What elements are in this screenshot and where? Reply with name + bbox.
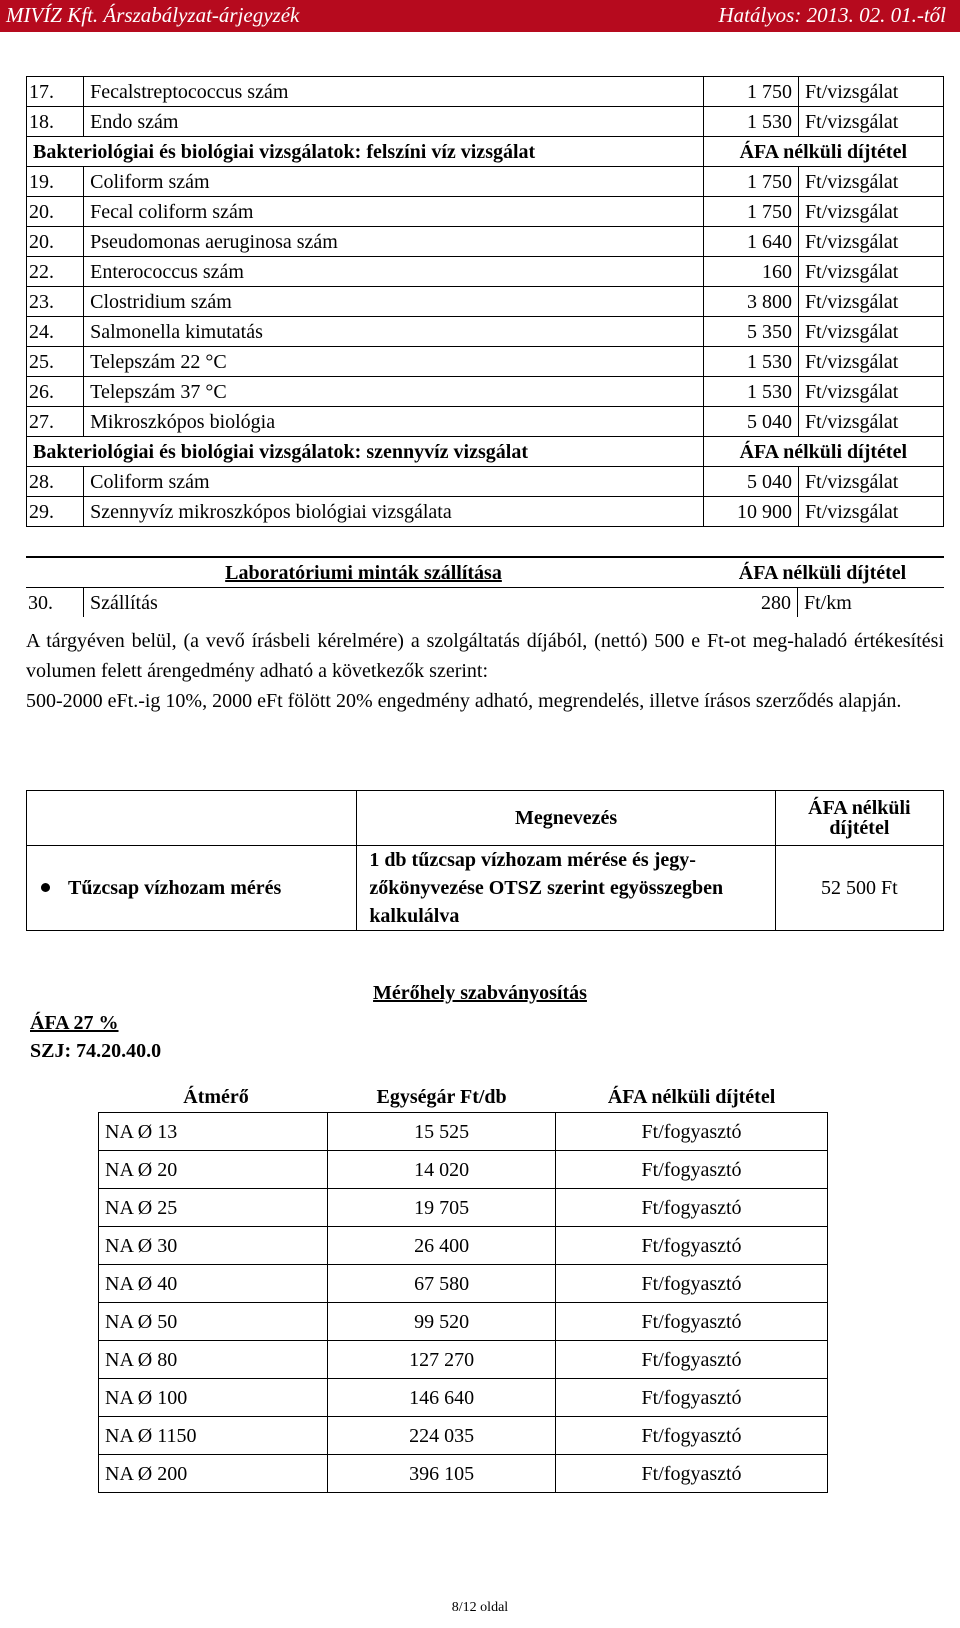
row-number: 19. (27, 167, 84, 197)
row-name: Fecal coliform szám (84, 197, 703, 227)
row-price: 3 800 (703, 287, 798, 317)
row-price: 10 900 (703, 497, 798, 527)
unit-price-cell: 19 705 (328, 1189, 556, 1227)
page-number: 8/12 oldal (451, 1600, 509, 1615)
col-header-fee: ÁFA nélküli díjtétel (607, 1086, 776, 1108)
table-row (27, 407, 944, 437)
meter-standardization-title: Mérőhely szabványosítás (373, 982, 587, 1004)
section-fee-header: ÁFA nélküli díjtétel (703, 437, 943, 467)
lab-tests-table (26, 76, 944, 527)
row-price: 280 (701, 588, 798, 618)
col-header-fee: ÁFA nélküli díjtétel (775, 791, 943, 846)
table-row (27, 167, 944, 197)
table-row (27, 107, 944, 137)
diameter-cell: NA Ø 13 (99, 1113, 328, 1151)
table-row (27, 77, 944, 107)
fee-unit-cell: Ft/fogyasztó (556, 1265, 828, 1303)
table-row (27, 467, 944, 497)
fee-unit-cell: Ft/fogyasztó (556, 1455, 828, 1493)
table-row (99, 1379, 828, 1417)
row-name: Clostridium szám (84, 287, 703, 317)
fee-unit-cell: Ft/fogyasztó (556, 1227, 828, 1265)
row-unit: Ft/vizsgálat (799, 467, 944, 497)
col-header-diameter: Átmérő (183, 1086, 249, 1108)
vat-rate: ÁFA 27 % (30, 1012, 119, 1034)
fee-unit-cell: Ft/fogyasztó (556, 1151, 828, 1189)
row-name: Mikroszkópos biológia (84, 407, 703, 437)
diameter-cell: NA Ø 100 (99, 1379, 328, 1417)
table-row (99, 1455, 828, 1493)
table-row (27, 497, 944, 527)
row-name: Coliform szám (84, 467, 703, 497)
row-number: 25. (27, 347, 84, 377)
unit-price-cell: 26 400 (328, 1227, 556, 1265)
row-price: 160 (703, 257, 798, 287)
row-number: 20. (27, 227, 84, 257)
discount-paragraph (26, 626, 944, 716)
unit-price-cell: 396 105 (328, 1455, 556, 1493)
row-number: 23. (27, 287, 84, 317)
header-effective-date: Hatályos: 2013. 02. 01.-től (718, 3, 946, 27)
unit-price-cell: 224 035 (328, 1417, 556, 1455)
row-unit: Ft/vizsgálat (799, 287, 944, 317)
hydrant-item (27, 846, 357, 931)
section-row (27, 137, 944, 167)
row-unit: Ft/vizsgálat (799, 377, 944, 407)
row-price: 1 750 (703, 77, 798, 107)
row-name: Enterococcus szám (84, 257, 703, 287)
row-unit: Ft/vizsgálat (799, 407, 944, 437)
fee-unit-cell: Ft/fogyasztó (556, 1303, 828, 1341)
row-unit: Ft/vizsgálat (799, 257, 944, 287)
table-row (27, 347, 944, 377)
section-title: Bakteriológiai és biológiai vizsgálatok: felszíni víz vizsgálat (27, 137, 704, 167)
row-price: 5 040 (703, 407, 798, 437)
section-title: Bakteriológiai és biológiai vizsgálatok: szennyvíz vizsgálat (27, 437, 704, 467)
row-price: 5 350 (703, 317, 798, 347)
table-row (99, 1151, 828, 1189)
table-row (27, 377, 944, 407)
table-row (27, 197, 944, 227)
row-unit: Ft/vizsgálat (799, 77, 944, 107)
fee-unit-cell: Ft/fogyasztó (556, 1341, 828, 1379)
row-number: 24. (27, 317, 84, 347)
diameter-cell: NA Ø 20 (99, 1151, 328, 1189)
section-row (27, 437, 944, 467)
table-row (99, 1227, 828, 1265)
row-number: 29. (27, 497, 84, 527)
row-unit: Ft/vizsgálat (799, 227, 944, 257)
discount-text-2: 500-2000 eFt.-ig 10%, 2000 eFt fölött 20% engedmény adható, megrendelés, illetve írásos szerződés alapján. (26, 690, 902, 712)
table-row (99, 1189, 828, 1227)
header-title: MIVÍZ Kft. Árszabályzat-árjegyzék (6, 3, 300, 27)
discount-text-1: A tárgyéven belül, (a vevő írásbeli kérelmére) a szolgáltatás díjából, (nettó) 500 e Ft-ot meg-haladó értékesítési volumen felett árengedmény adható a következők szerint: (26, 630, 944, 682)
unit-price-cell: 127 270 (328, 1341, 556, 1379)
fee-unit-cell: Ft/fogyasztó (556, 1189, 828, 1227)
row-price: 1 530 (703, 107, 798, 137)
row-number: 18. (27, 107, 84, 137)
table-row (99, 1303, 828, 1341)
diameter-cell: NA Ø 80 (99, 1341, 328, 1379)
meter-price-table (98, 1082, 828, 1493)
row-name: Fecalstreptococcus szám (84, 77, 703, 107)
row-unit: Ft/km (798, 588, 945, 618)
col-header-description: Megnevezés (357, 791, 775, 846)
table-row (99, 1113, 828, 1151)
diameter-cell: NA Ø 1150 (99, 1417, 328, 1455)
table-row (99, 1265, 828, 1303)
unit-price-cell: 15 525 (328, 1113, 556, 1151)
col-header-unit-price: Egységár Ft/db (376, 1086, 507, 1108)
diameter-cell: NA Ø 40 (99, 1265, 328, 1303)
diameter-cell: NA Ø 200 (99, 1455, 328, 1493)
row-number: 20. (27, 197, 84, 227)
unit-price-cell: 146 640 (328, 1379, 556, 1417)
sample-transport-table (26, 556, 944, 617)
table-row (27, 287, 944, 317)
table-row (27, 257, 944, 287)
row-price: 1 750 (703, 197, 798, 227)
table-row (26, 588, 944, 618)
row-name: Coliform szám (84, 167, 703, 197)
row-number: 22. (27, 257, 84, 287)
row-number: 27. (27, 407, 84, 437)
table-row (99, 1341, 828, 1379)
transport-title: Laboratóriumi minták szállítása (26, 557, 701, 588)
fee-unit-cell: Ft/fogyasztó (556, 1113, 828, 1151)
row-number: 17. (27, 77, 84, 107)
table-row (27, 317, 944, 347)
bullet-icon (41, 883, 50, 892)
unit-price-cell: 67 580 (328, 1265, 556, 1303)
hydrant-description: 1 db tűzcsap vízhozam mérése és jegy-zőkönyvezése OTSZ szerint egyösszegben kalkulálva (357, 846, 775, 931)
row-price: 1 750 (703, 167, 798, 197)
table-row (99, 1417, 828, 1455)
row-price: 1 640 (703, 227, 798, 257)
row-unit: Ft/vizsgálat (799, 197, 944, 227)
diameter-cell: NA Ø 50 (99, 1303, 328, 1341)
row-unit: Ft/vizsgálat (799, 497, 944, 527)
row-name: Szállítás (84, 588, 702, 618)
row-unit: Ft/vizsgálat (799, 317, 944, 347)
unit-price-cell: 14 020 (328, 1151, 556, 1189)
unit-price-cell: 99 520 (328, 1303, 556, 1341)
row-name: Endo szám (84, 107, 703, 137)
hydrant-measurement-table (26, 790, 944, 931)
row-name: Szennyvíz mikroszkópos biológiai vizsgálata (84, 497, 703, 527)
fee-unit-cell: Ft/fogyasztó (556, 1417, 828, 1455)
row-unit: Ft/vizsgálat (799, 347, 944, 377)
section-fee-header: ÁFA nélküli díjtétel (703, 137, 943, 167)
szj-code: SZJ: 74.20.40.0 (30, 1040, 162, 1062)
row-name: Telepszám 37 °C (84, 377, 703, 407)
transport-fee-header: ÁFA nélküli díjtétel (701, 557, 944, 588)
table-row (27, 227, 944, 257)
row-number: 28. (27, 467, 84, 497)
fee-unit-cell: Ft/fogyasztó (556, 1379, 828, 1417)
row-number: 26. (27, 377, 84, 407)
empty-header-cell (27, 791, 357, 846)
row-unit: Ft/vizsgálat (799, 107, 944, 137)
hydrant-item-label: Tűzcsap vízhozam mérés (68, 877, 282, 899)
diameter-cell: NA Ø 30 (99, 1227, 328, 1265)
row-name: Salmonella kimutatás (84, 317, 703, 347)
row-unit: Ft/vizsgálat (799, 167, 944, 197)
row-price: 1 530 (703, 347, 798, 377)
hydrant-price: 52 500 Ft (775, 846, 943, 931)
row-price: 5 040 (703, 467, 798, 497)
row-number: 30. (26, 588, 84, 618)
row-name: Pseudomonas aeruginosa szám (84, 227, 703, 257)
row-price: 1 530 (703, 377, 798, 407)
diameter-cell: NA Ø 25 (99, 1189, 328, 1227)
row-name: Telepszám 22 °C (84, 347, 703, 377)
